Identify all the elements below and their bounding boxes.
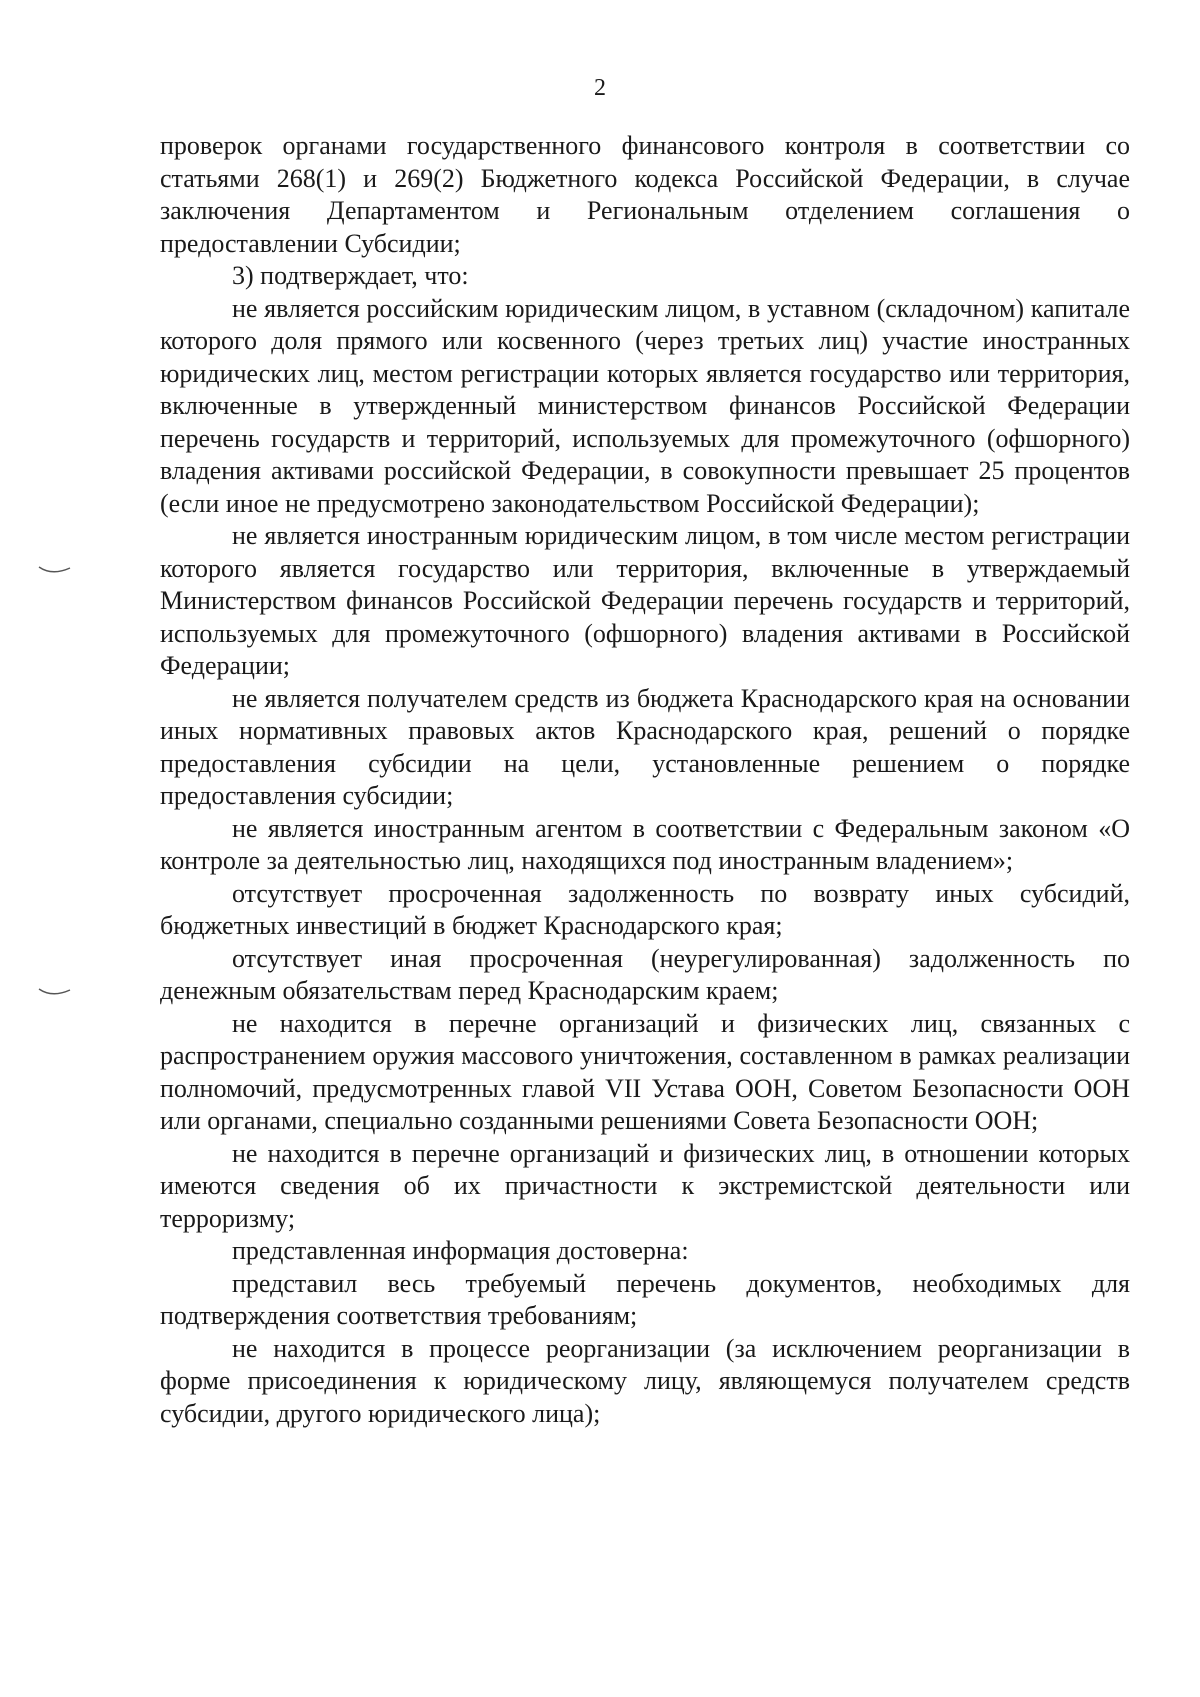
paragraph: отсутствует иная просроченная (неурегулированная) задолженность по денежным обязательствам перед Краснодарским краем;: [160, 943, 1130, 1005]
paragraph: не является иностранным агентом в соответствии с Федеральным законом «О контроле за деятельностью лиц, находящихся под иностранным владением»;: [160, 813, 1130, 875]
paragraph: представил весь требуемый перечень документов, необходимых для подтверждения соответствия требованиям;: [160, 1268, 1130, 1330]
paragraph: не является российским юридическим лицом, в уставном (складочном) капитале которого доля прямого или косвенного (через третьих лиц) участие иностранных юридических лиц, местом регистрации которых является государство или территория, включенные в утвержденный министерством финансов Российской Федерации перечень государств и территорий, используемых для промежуточного (офшорного) владения активами российской Федерации, в совокупности превышает 25 процентов (если иное не предусмотрено законодательством Российской Федерации);: [160, 293, 1130, 518]
paragraph: представленная информация достоверна:: [232, 1236, 689, 1265]
paragraph: не находится в перечне организаций и физических лиц, в отношении которых имеются сведения об их причастности к экстремистской деятельности или терроризму;: [160, 1138, 1130, 1233]
page-number: 2: [594, 75, 606, 101]
margin-scan-mark: [38, 564, 72, 576]
paragraph: отсутствует просроченная задолженность по возврату иных субсидий, бюджетных инвестиций в бюджет Краснодарского края;: [160, 878, 1130, 940]
margin-scan-mark: [38, 986, 72, 998]
document-body: [160, 130, 1130, 1430]
paragraph: 3) подтверждает, что:: [232, 261, 469, 290]
paragraph: не находится в перечне организаций и физических лиц, связанных с распространением оружия массового уничтожения, составленном в рамках реализации полномочий, предусмотренных главой VII Устава ООН, Советом Безопасности ООН или органами, специально созданными решениями Совета Безопасности ООН;: [160, 1008, 1130, 1135]
paragraph: проверок органами государственного финансового контроля в соответствии со статьями 268(1) и 269(2) Бюджетного кодекса Российской Федерации, в случае заключения Департаментом и Региональным отделением соглашения о предоставлении Субсидии;: [160, 131, 1130, 258]
paragraph: не является получателем средств из бюджета Краснодарского края на основании иных нормативных правовых актов Краснодарского края, решений о порядке предоставления субсидии на цели, установленные решением о порядке предоставления субсидии;: [160, 683, 1130, 810]
paragraph: не находится в процессе реорганизации (за исключением реорганизации в форме присоединения к юридическому лицу, являющемуся получателем средств субсидии, другого юридического лица);: [160, 1333, 1130, 1428]
paragraph: не является иностранным юридическим лицом, в том числе местом регистрации которого является государство или территория, включенные в утверждаемый Министерством финансов Российской Федерации перечень государств и территорий, используемых для промежуточного (офшорного) владения активами в Российской Федерации;: [160, 521, 1130, 680]
